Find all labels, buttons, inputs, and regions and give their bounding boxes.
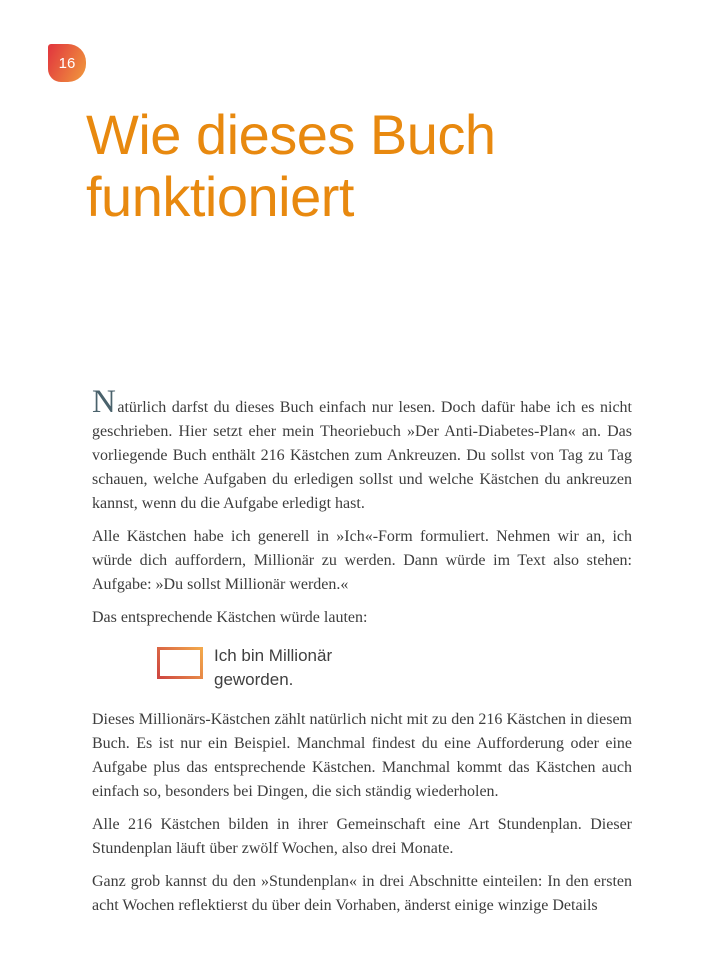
checkbox-inner-area [160, 650, 200, 676]
body-text-column [92, 384, 632, 927]
empty-checkbox-icon [157, 647, 203, 679]
chapter-title-line1: Wie dieses Buch [86, 103, 496, 166]
intro-paragraph-text: atürlich darfst du dieses Buch einfach nur lesen. Doch dafür habe ich es nicht geschrieben. Hier setzt eher mein Theoriebuch »Der Anti-Diabetes-Plan« an. Das vorliegende Buch enthält 216 Kästchen zum Ankreuzen. Du sollst von Tag zu Tag schauen, welche Aufgaben du erledigen sollst und welche Kästchen du ankreuzen kannst, wenn du die Aufgabe erledigt hast. [92, 399, 632, 512]
checkbox-example-row [157, 647, 632, 692]
page-number: 16 [58, 54, 76, 72]
intro-paragraph [92, 384, 632, 516]
dropcap-initial: N [92, 384, 117, 420]
paragraph-abschnitte: Ganz grob kannst du den »Stundenplan« in drei Abschnitte einteilen: In den ersten acht Wochen reflektierst du über dein Vorhaben, änderst einige winzige Details [92, 873, 632, 914]
chapter-title-line2: funktioniert [86, 165, 354, 228]
paragraph-example-note: Dieses Millionärs-Kästchen zählt natürlich nicht mit zu den 216 Kästchen in diesem Buch. Es ist nur ein Beispiel. Manchmal findest du eine Aufforderung oder eine Aufgabe plus das entsprechende Kästchen. Manchmal kommt das Kästchen auch einfach so, besonders bei Dingen, die sich ständig wiederholen. [92, 711, 632, 800]
page-number-badge [48, 44, 86, 82]
checkbox-label-line2: geworden. [214, 670, 294, 689]
paragraph-ich-form: Alle Kästchen habe ich generell in »Ich«-Form formuliert. Nehmen wir an, ich würde dich auffordern, Millionär zu werden. Dann würde im Text also stehen: Aufgabe: »Du sollst Millionär werden.« [92, 528, 632, 593]
checkbox-label-line1: Ich bin Millionär [214, 646, 333, 665]
checkbox-label [214, 644, 332, 692]
chapter-title [86, 104, 496, 228]
paragraph-stundenplan: Alle 216 Kästchen bilden in ihrer Gemeinschaft eine Art Stundenplan. Dieser Stundenplan läuft über zwölf Wochen, also drei Monate. [92, 816, 632, 857]
paragraph-checkbox-lead-in: Das entsprechende Kästchen würde lauten: [92, 609, 368, 626]
